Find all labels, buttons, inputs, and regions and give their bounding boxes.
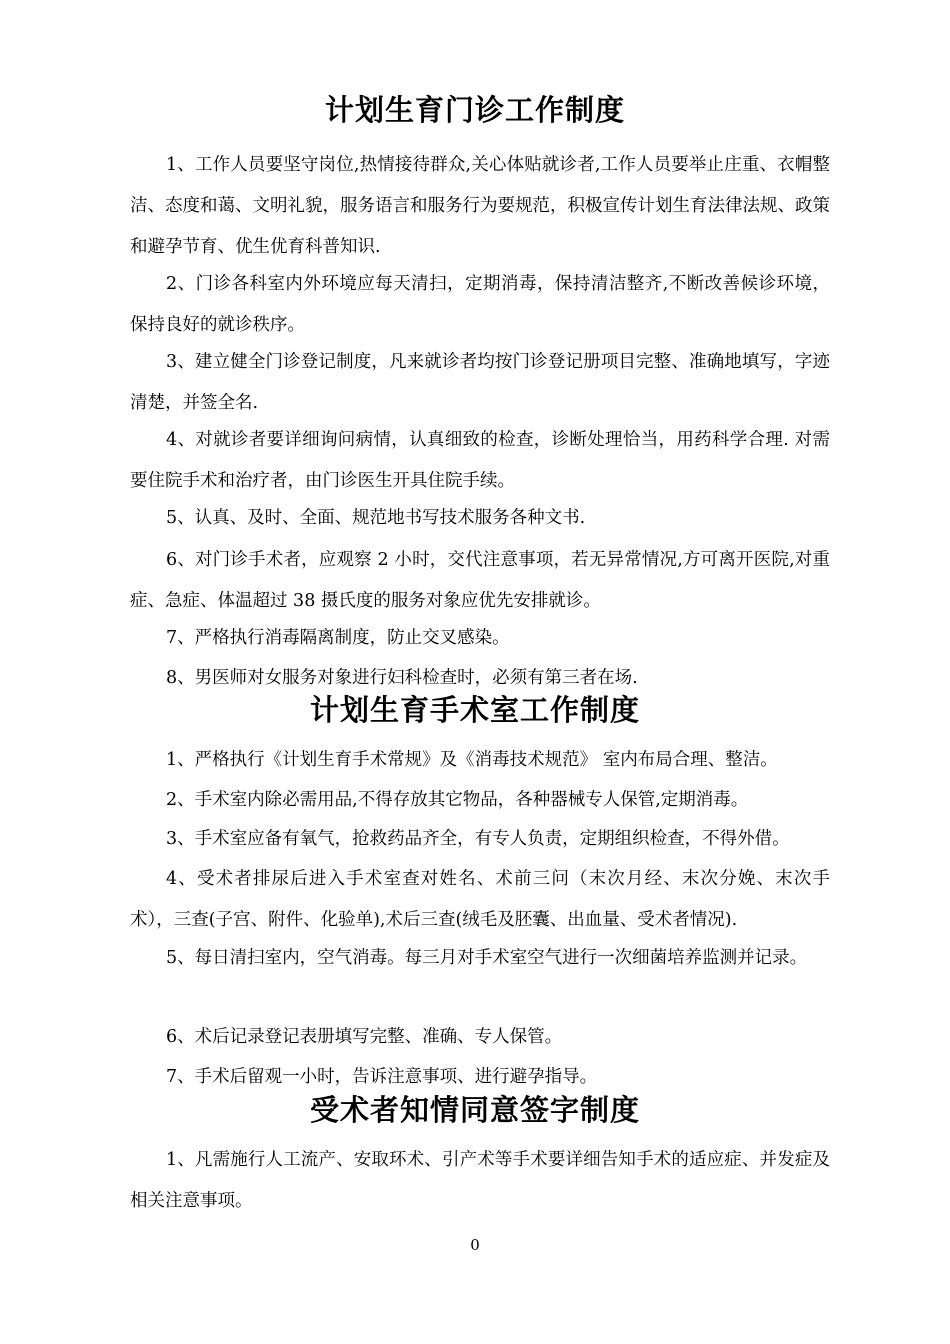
or-rule-3: 3、手术室应备有氧气，抢救药品齐全，有专人负责，定期组织检查，不得外借。 xyxy=(166,829,790,849)
or-rule-7: 7、手术后留观一小时，告诉注意事项、进行避孕指导。 xyxy=(166,1067,598,1087)
section-title-clinic: 计划生育门诊工作制度 xyxy=(324,93,625,127)
page-number: 0 xyxy=(470,1236,480,1254)
clinic-rule-5: 5、认真、及时、全面、规范地书写技术服务各种文书. xyxy=(166,508,586,528)
clinic-rule-8: 8、男医师对女服务对象进行妇科检查时，必须有第三者在场. xyxy=(166,668,638,688)
or-rule-1: 1、严格执行《计划生育手术常规》及《消毒技术规范》 室内布局合理、整洁。 xyxy=(166,750,778,770)
clinic-rule-6: 6、对门诊手术者，应观察 2 小时，交代注意事项，若无异常情况,方可离开医院,对重症、急症、体温超过 38 摄氏度的服务对象应优先安排就诊。 xyxy=(130,550,830,611)
section-title-consent: 受术者知情同意签字制度 xyxy=(309,1093,640,1127)
clinic-rule-7: 7、严格执行消毒隔离制度，防止交叉感染。 xyxy=(166,628,510,648)
consent-rule-1: 1、凡需施行人工流产、安取环术、引产术等手术要详细告知手术的适应症、并发症及相关注意事项。 xyxy=(130,1150,830,1211)
section-title-operating-room: 计划生育手术室工作制度 xyxy=(309,693,640,727)
or-rule-6: 6、术后记录登记表册填写完整、准确、专人保管。 xyxy=(166,1027,563,1047)
clinic-rule-1: 1、工作人员要坚守岗位,热情接待群众,关心体贴就诊者,工作人员要举止庄重、衣帽整洁、态度和蔼、文明礼貌，服务语言和服务行为要规范，积极宣传计划生育法律法规、政策和避孕节育、优生优育科普知识. xyxy=(130,155,830,257)
clinic-rule-3: 3、建立健全门诊登记制度，凡来就诊者均按门诊登记册项目完整、准确地填写，字迹清楚，并签全名. xyxy=(130,352,830,413)
clinic-rule-4: 4、对就诊者要详细询问病情，认真细致的检查，诊断处理恰当，用药科学合理. 对需要住院手术和治疗者，由门诊医生开具住院手续。 xyxy=(130,430,830,491)
or-rule-4: 4、受术者排尿后进入手术室查对姓名、术前三问（末次月经、末次分娩、末次手术），三查(子宫、附件、化验单),术后三查(绒毛及胚囊、出血量、受术者情况). xyxy=(130,869,830,930)
clinic-rule-2: 2、门诊各科室内外环境应每天清扫，定期消毒，保持清洁整齐,不断改善候诊环境，保持良好的就诊秩序。 xyxy=(130,274,830,335)
or-rule-5: 5、每日清扫室内，空气消毒。每三月对手术室空气进行一次细菌培养监测并记录。 xyxy=(166,948,808,968)
or-rule-2: 2、手术室内除必需用品,不得存放其它物品，各种器械专人保管,定期消毒。 xyxy=(166,790,749,810)
